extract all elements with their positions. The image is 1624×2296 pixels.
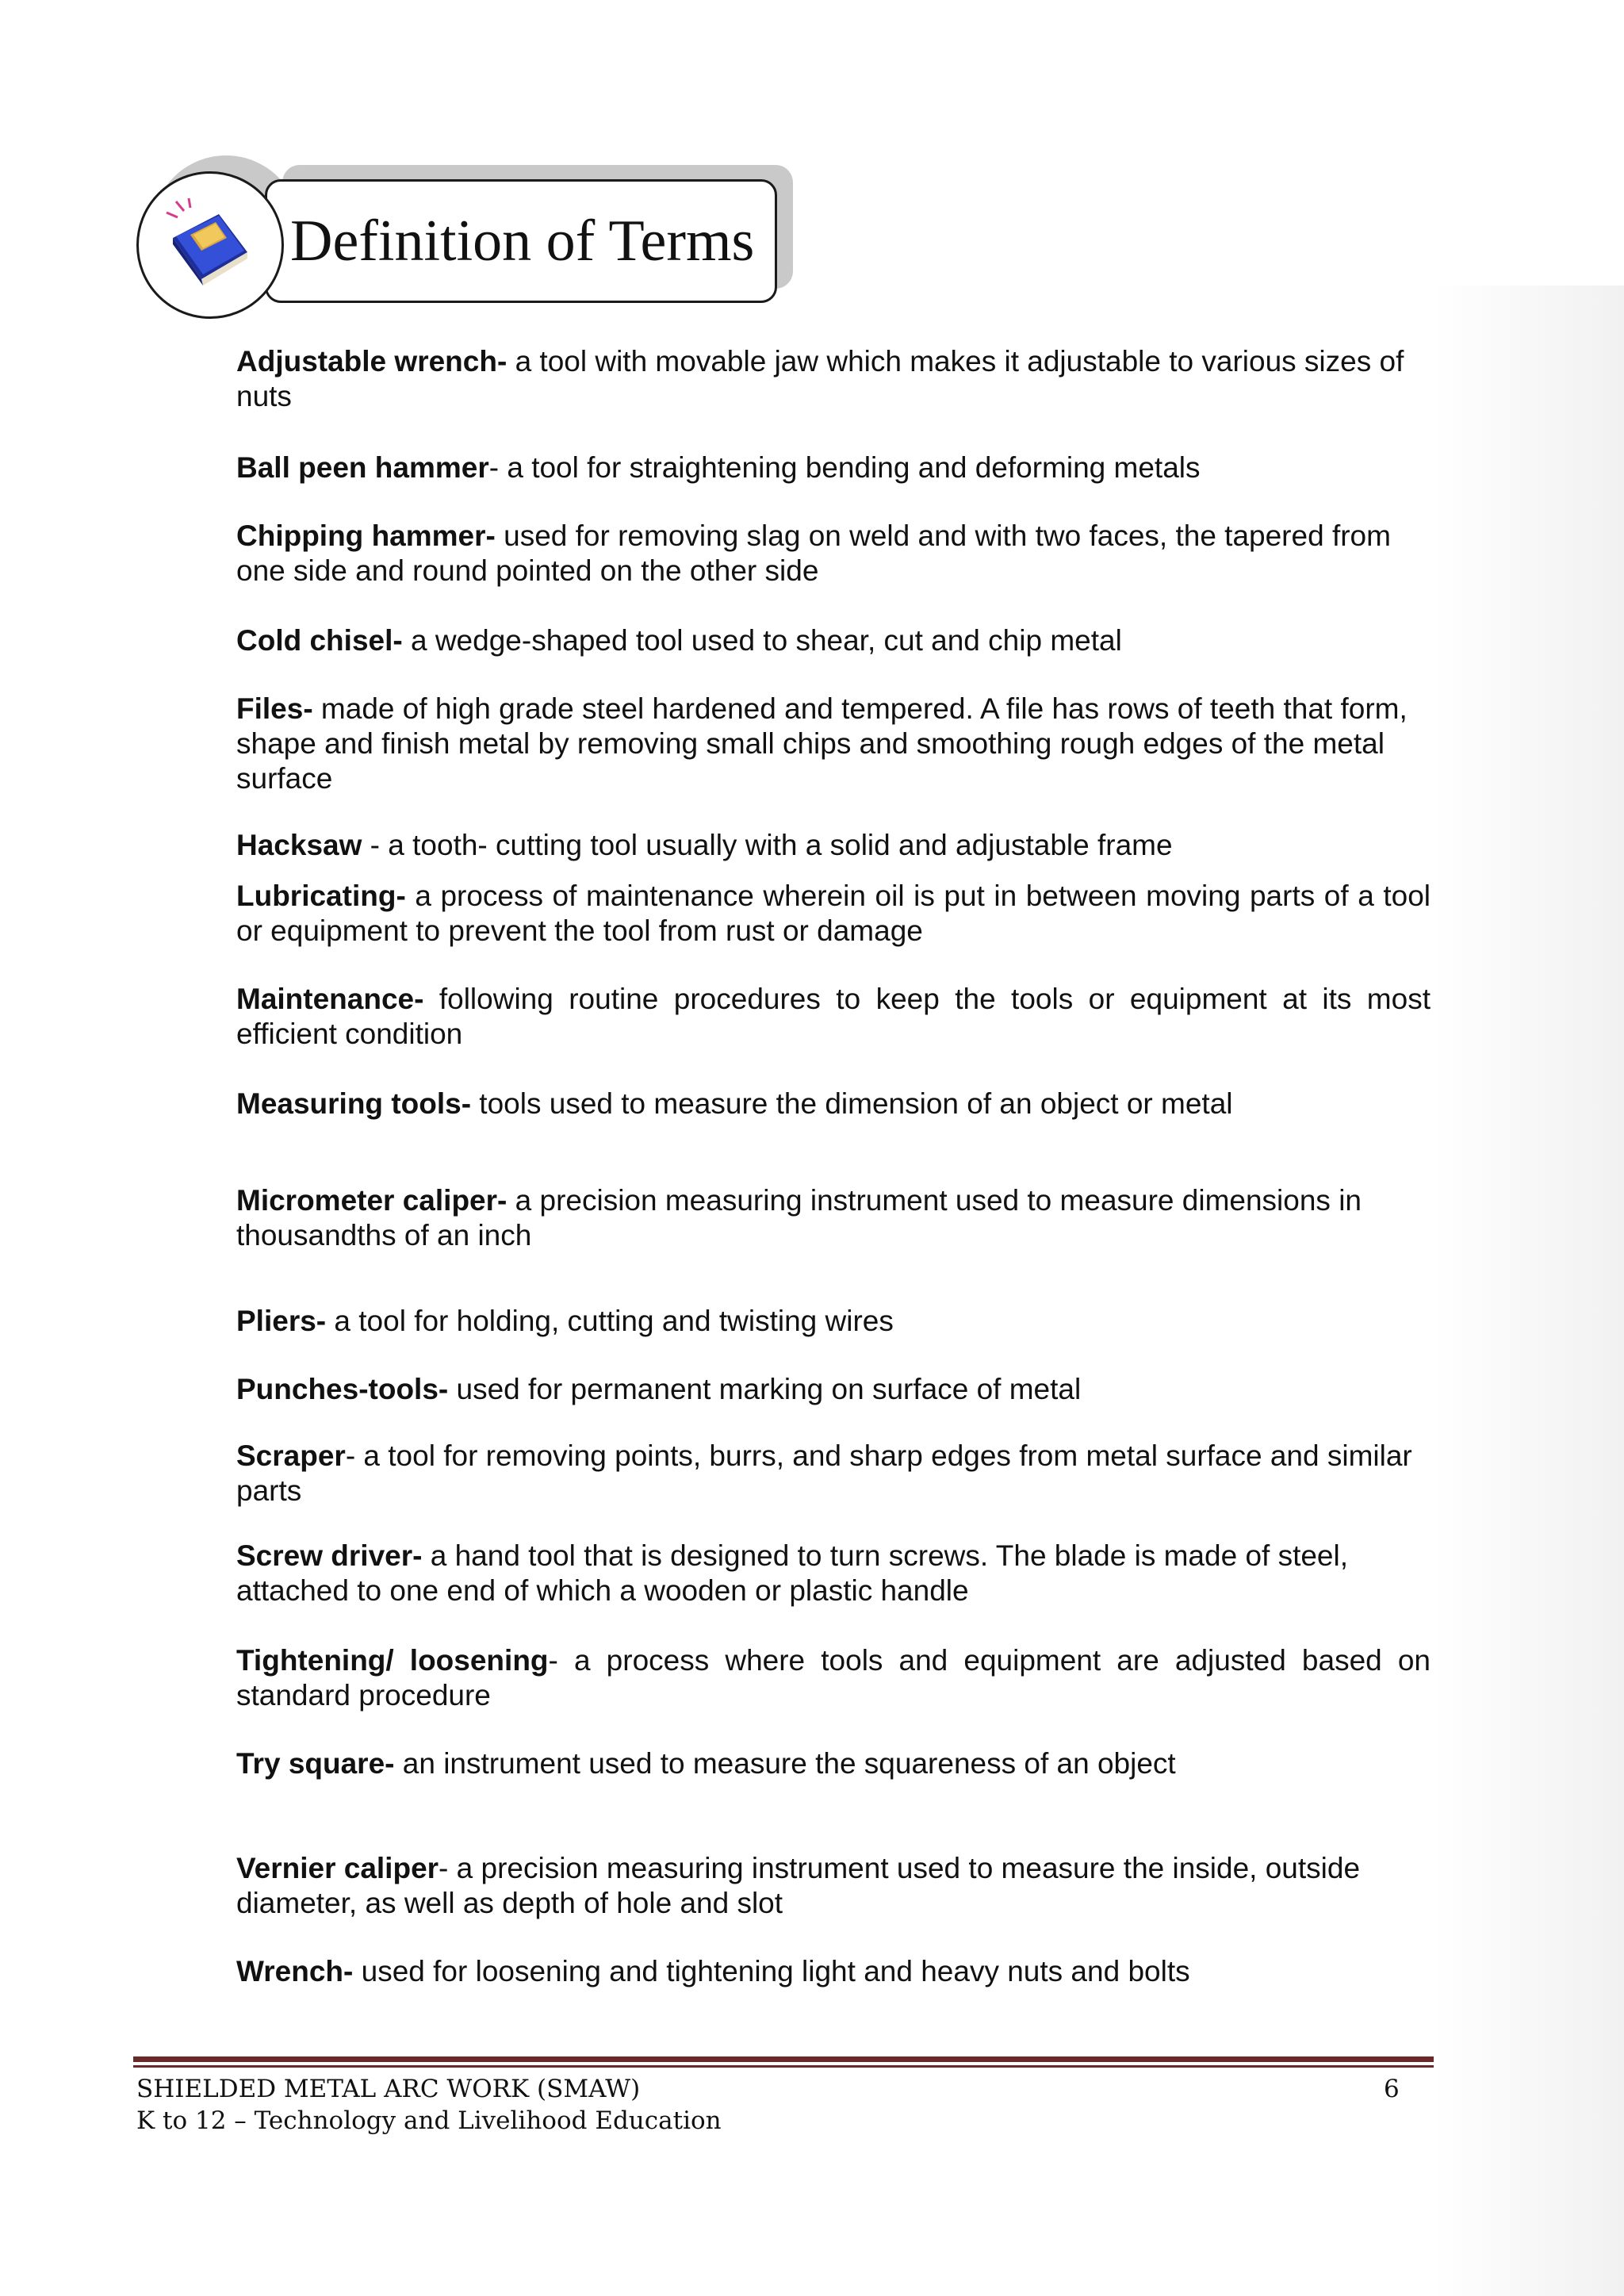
term-name: Pliers- — [236, 1305, 327, 1337]
term-name: Try square- — [236, 1747, 395, 1780]
term-entry-tightening-loosening — [236, 1643, 1431, 1713]
term-definition: used for permanent marking on surface of metal — [448, 1373, 1082, 1405]
page-number: 6 — [1384, 2075, 1400, 2103]
term-name: Chipping hammer- — [236, 519, 496, 552]
term-name: Maintenance- — [236, 983, 424, 1015]
footer-rule-thin — [133, 2065, 1434, 2068]
term-entry-scraper — [236, 1439, 1431, 1508]
term-entry-punches-tools — [236, 1372, 1431, 1407]
term-definition: following routine procedures to keep the tools or equipment at its most efficient condition — [236, 983, 1431, 1050]
book-icon — [155, 197, 259, 292]
term-entry-lubricating — [236, 879, 1431, 949]
term-entry-ball-peen-hammer — [236, 450, 1431, 485]
term-definition: a tool for holding, cutting and twisting wires — [326, 1305, 894, 1337]
term-definition: a wedge-shaped tool used to shear, cut and chip metal — [402, 624, 1122, 657]
term-definition: tools used to measure the dimension of an object or metal — [471, 1087, 1233, 1120]
term-definition: used for removing slag on weld and with two faces, the tapered from one side and round pointed on the other side — [236, 519, 1391, 587]
term-entry-files — [236, 692, 1431, 796]
term-definition: - a process where tools and equipment are adjusted based on standard procedure — [236, 1644, 1431, 1711]
term-definition: - a precision measuring instrument used to measure the inside, outside diameter, as well as depth of hole and slot — [236, 1852, 1361, 1919]
term-name: Measuring tools- — [236, 1087, 472, 1120]
term-name: Wrench- — [236, 1955, 354, 1987]
term-definition: used for loosening and tightening light and heavy nuts and bolts — [353, 1955, 1190, 1987]
term-name: Files- — [236, 692, 313, 725]
term-entry-screw-driver — [236, 1539, 1431, 1608]
term-entry-measuring-tools — [236, 1087, 1431, 1121]
term-entry-wrench — [236, 1954, 1431, 1989]
term-definition: made of high grade steel hardened and tempered. A file has rows of teeth that form, shape and finish metal by removing small chips and smoothing rough edges of the metal surface — [236, 692, 1408, 795]
term-name: Scraper — [236, 1439, 346, 1472]
term-name: Ball peen hammer — [236, 451, 489, 484]
term-definition: - a tooth- cutting tool usually with a solid and adjustable frame — [362, 829, 1173, 861]
term-entry-micrometer-caliper — [236, 1183, 1431, 1253]
page-title: Definition of Terms — [290, 209, 755, 274]
term-definition: a process of maintenance wherein oil is put in between moving parts of a tool or equipment to prevent the tool from rust or damage — [236, 880, 1431, 947]
footer-program: K to 12 – Technology and Livelihood Education — [136, 2106, 722, 2135]
term-definition: a tool with movable jaw which makes it adjustable to various sizes of nuts — [236, 345, 1404, 412]
term-name: Screw driver- — [236, 1539, 423, 1572]
term-entry-chipping-hammer — [236, 519, 1431, 588]
page-edge-shade — [1431, 286, 1624, 2296]
term-name: Cold chisel- — [236, 624, 403, 657]
term-definition: a precision measuring instrument used to measure dimensions in thousandths of an inch — [236, 1184, 1362, 1251]
term-entry-cold-chisel — [236, 623, 1431, 658]
term-definition: - a tool for removing points, burrs, and sharp edges from metal surface and similar parts — [236, 1439, 1412, 1507]
footer-course-title: SHIELDED METAL ARC WORK (SMAW) — [136, 2075, 641, 2103]
term-definition: a hand tool that is designed to turn screws. The blade is made of steel, attached to one end of which a wooden or plastic handle — [236, 1539, 1349, 1607]
term-name: Hacksaw — [236, 829, 362, 861]
term-entry-pliers — [236, 1304, 1431, 1339]
term-name: Punches-tools- — [236, 1373, 449, 1405]
term-entry-try-square — [236, 1746, 1431, 1781]
term-name: Micrometer caliper- — [236, 1184, 508, 1217]
term-name: Vernier caliper — [236, 1852, 439, 1884]
term-entry-adjustable-wrench — [236, 344, 1431, 414]
footer-rule — [133, 2056, 1434, 2062]
term-name: Lubricating- — [236, 880, 406, 912]
term-entry-vernier-caliper — [236, 1851, 1431, 1921]
term-definition: - a tool for straightening bending and deforming metals — [488, 451, 1201, 484]
term-definition: an instrument used to measure the squareness of an object — [394, 1747, 1176, 1780]
term-name: Adjustable wrench- — [236, 345, 515, 378]
term-entry-maintenance — [236, 982, 1431, 1052]
term-entry-hacksaw — [236, 828, 1431, 863]
term-name: Tightening/ loosening — [236, 1644, 549, 1677]
